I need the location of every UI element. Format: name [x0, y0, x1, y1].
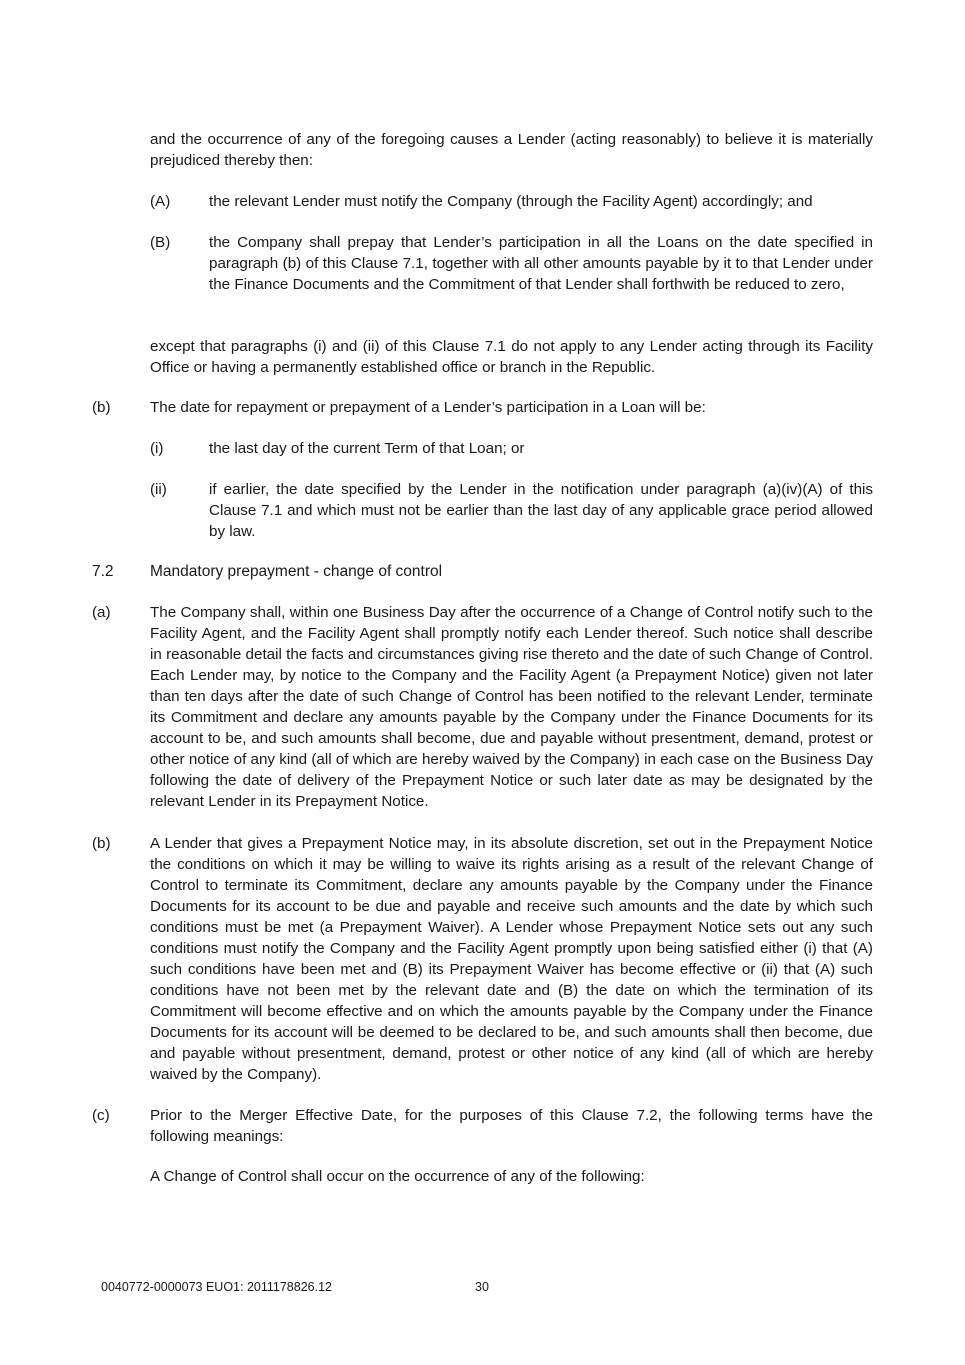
clause-7-1-b-label: (b)	[92, 399, 111, 416]
clause-7-1-b-text: The date for repayment or prepayment of a Lender’s participation in a Loan will be:	[150, 399, 706, 416]
definition-intro: A Change of Control shall occur on the occurrence of any of the following:	[150, 1168, 645, 1185]
intro-paragraph: and the occurrence of any of the foregoing causes a Lender (acting reasonably) to believe it is materially prejudiced thereby then:	[150, 131, 873, 169]
clause-7-2-a-label: (a)	[92, 604, 111, 621]
item-text-B: the Company shall prepay that Lender’s participation in all the Loans on the date specified in paragraph (b) of this Clause 7.1, together with all other amounts payable by it to that Lender under the Finance Documents and the Commitment of that Lender shall forthwith be reduced to zero,	[209, 234, 873, 293]
clause-7-2-b-label: (b)	[92, 835, 111, 852]
footer-page-number: 30	[475, 1280, 489, 1294]
item-label-B: (B)	[150, 234, 171, 251]
item-label-i: (i)	[150, 440, 164, 457]
clause-7-2-c-text: Prior to the Merger Effective Date, for the purposes of this Clause 7.2, the following terms have the following meanings:	[150, 1107, 873, 1145]
clause-7-2-b-text: A Lender that gives a Prepayment Notice may, in its absolute discretion, set out in the Prepayment Notice the conditions on which it may be willing to waive its rights arising as a result of the relevant Change of Control to terminate its Commitment, declare any amounts payable by the Company under the Finance Documents for its account to be due and payable and receive such amounts and the date by which such conditions must be met (a Prepayment Waiver). A Lender whose Prepayment Notice sets out any such conditions must notify the Company and the Facility Agent promptly upon being satisfied either (i) that (A) such conditions have been met and (B) its Prepayment Waiver has become effective or (ii) that (A) such conditions have not been met by the relevant date and (B) the date on which the termination of its Commitment will become effective and on which the amounts payable by the Company under the Finance Documents for its account will be deemed to be declared to be, and such amounts shall then become, due and payable without presentment, demand, protest or other notice of any kind (all of which are hereby waived by the Company).	[150, 835, 873, 1083]
section-number: 7.2	[92, 563, 114, 580]
item-text-ii: if earlier, the date specified by the Lender in the notification under paragraph (a)(iv)(A) of this Clause 7.1 and which must not be earlier than the last day of any applicable grace period allowed by law.	[209, 481, 873, 540]
section-title: Mandatory prepayment - change of control	[150, 563, 443, 580]
item-text-i: the last day of the current Term of that Loan; or	[209, 440, 525, 457]
item-label-A: (A)	[150, 193, 171, 210]
clause-7-2-a-text: The Company shall, within one Business Day after the occurrence of a Change of Control notify such to the Facility Agent, and the Facility Agent shall promptly notify each Lender thereof. Such notice shall describe in reasonable detail the facts and circumstances giving rise thereto and the date of such Change of Control. Each Lender may, by notice to the Company and the Facility Agent (a Prepayment Notice) given not later than ten days after the date of such Change of Control has been notified to the relevant Lender, terminate its Commitment and declare any amounts payable by the Company under the Finance Documents for its account to be, and such amounts shall become, due and payable without presentment, demand, protest or other notice of any kind (all of which are hereby waived by the Company) in each case on the Business Day following the date of delivery of the Prepayment Notice or such later date as may be designated by the relevant Lender in its Prepayment Notice.	[150, 604, 873, 810]
clause-7-2-c-label: (c)	[92, 1107, 110, 1124]
item-label-ii: (ii)	[150, 481, 167, 498]
item-text-A: the relevant Lender must notify the Company (through the Facility Agent) accordingly; and	[209, 193, 813, 210]
except-paragraph: except that paragraphs (i) and (ii) of this Clause 7.1 do not apply to any Lender acting through its Facility Office or having a permanently established office or branch in the Republic.	[150, 338, 873, 376]
footer-doc-ref: 0040772-0000073 EUO1: 2011178826.12	[101, 1280, 332, 1294]
